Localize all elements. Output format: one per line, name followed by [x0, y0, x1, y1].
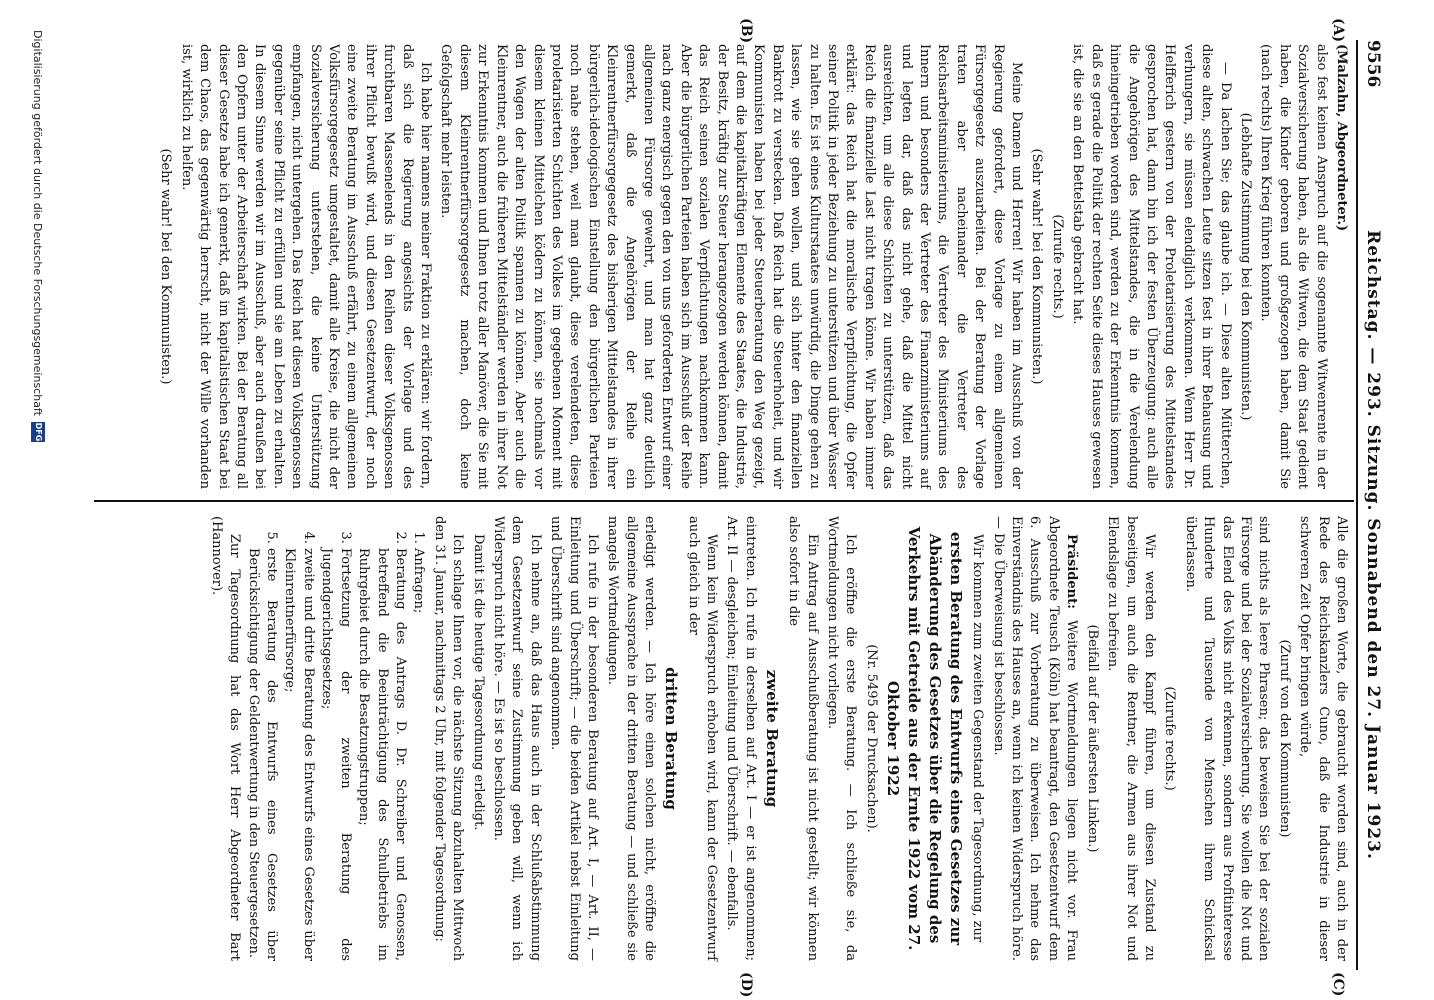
paragraph: eintreten. Ich rufe in derselben auf Art. I — er ist angenommen; Art. II — desgleichen; Einleitung und Überschrift. — ebenfalls.: [724, 516, 758, 961]
right-column: [204, 516, 1350, 961]
margin-mark-a: (A): [1330, 18, 1346, 43]
agenda-item: 4. zweite und dritte Beratung des Entwurfs eines Gesetzes über Kleinrentnerfürsorge;: [280, 548, 317, 961]
paragraph: Ich habe hier namens meiner Fraktion zu erklären: wir fordern, daß sich die Regierung angesichts der Vorlage und des furchtbaren Massenelends in den Reihen dieser Volksgenossen ihrer Pflicht bewußt wird, und diesen Gesetzentwurf, der noch eine zweite Beratung im Ausschuß erfährt, zu einem allgemeinen Volksfürsorgegesetz umgestaltet, damit alle Kreise, die nicht der Sozialversicherung unterstehen, die keine Unterstützung empfangen, nicht untergehen. Das Reich hat diesen Volksgenossen gegenüber seine Pflicht zu erfüllen und sie am Leben zu erhalten. In diesem Sinne werden wir im Ausschuß, aber auch draußen bei den Opfern unter der Arbeiterschaft wirken. Bei der Beratung all dieser Gesetze habe ich gemerkt, daß im kapitalistischen Staat bei dem Chaos, das gegenwärtig herrscht, nicht der Wille vorhanden ist, wirklich zu helfen.: [178, 44, 434, 489]
page-number: 9556: [1363, 40, 1383, 88]
agenda-list: [243, 516, 427, 961]
interjection: (Lebhafte Zustimmung bei den Kommunisten.): [1237, 112, 1253, 421]
margin-mark-c: (C): [1330, 972, 1346, 997]
paragraph: Ich nehme an, daß das Haus auch in der Schlußabstimmung dem Gesetzentwurf seine Zustimmung geben will, wenn ich Widerspruch nicht höre. — Es ist so beschlossen.: [490, 516, 543, 961]
credit-text: Digitalisierung gefördert durch die Deutsche Forschungsgemeinschaft: [31, 30, 45, 416]
interjection: (Zurufe rechts.): [1049, 214, 1065, 319]
margin-mark-b: (B): [738, 18, 754, 44]
margin-mark-d: (D): [738, 972, 754, 998]
left-column: [154, 44, 1350, 489]
heading-reference: (Nr. 5495 der Drucksachen).: [863, 644, 879, 833]
speaker-label: (Malzahn, Abgeordneter.): [1334, 44, 1349, 232]
paragraph: Ich schlage Ihnen vor, die nächste Sitzung abzuhalten Mittwoch den 31. Januar, nachmittags 2 Uhr, mit folgender Tagesordnung:: [431, 516, 466, 961]
agenda-heading: ersten Beratung des Entwurfs eines Gesetzes zur Abänderung des Gesetzes über die Regelung des Verkehrs mit Getreide aus der Ernte 1922 vom 27. Oktober 1922: [883, 526, 965, 951]
president-label: Präsident:: [1064, 534, 1080, 609]
interjection: (Sehr wahr! bei den Kommunisten.): [1029, 148, 1045, 385]
paragraph: Ich eröffne die erste Beratung. — Ich schließe sie, da Wortmeldungen nicht vorliegen.: [825, 516, 859, 961]
paragraph: Wenn kein Widerspruch erhoben wird, kann der Gesetzentwurf auch gleich in der: [685, 516, 720, 961]
paragraph: also fest keinen Anspruch auf die sogenannte Witwenrente in der Sozialversicherung haben, als die Witwen, die dem Staat gedient haben, die Kinder geboren und großgezogen haben, damit Sie (nach rechts) Ihren Krieg führen konnten.: [1258, 44, 1329, 489]
paragraph: Ein Antrag auf Ausschußberatung ist nicht gestellt; wir können also sofort in die: [786, 516, 820, 961]
paragraph: erledigt werden. — Ich höre einen solchen nicht, eröffne die allgemeine Aussprache in der dritten Beratung — und schließe sie mangels Wortmeldungen.: [605, 516, 658, 961]
paragraph: Damit ist die heutige Tagesordnung erledigt.: [470, 534, 486, 831]
interjection: (Zurufe rechts.): [1162, 686, 1178, 791]
page-header: [1360, 40, 1386, 970]
paragraph: Ich rufe in der besonderen Beratung auf Art. I, — Art. II, — Einleitung und Überschrift; — die beiden Artikel nebst Einleitung und Überschrift sind angenommen.: [548, 516, 600, 961]
page-title: Reichstag. — 293. Sitzung. Sonnabend den 27. Januar 1923.: [1363, 230, 1383, 860]
agenda-item: 2. Beratung des Antrags D. Dr. Schreiber und Genossen, betreffend die Beeinträchtigung des Schulbetriebs im Ruhrgebiet durch die Besatzungstruppen;: [354, 548, 409, 961]
agenda-item: 1. Anfragen;: [409, 548, 427, 961]
paragraph: Alle die großen Worte, die gebraucht worden sind, auch in der Rede des Reichskanzlers Cuno, daß die Industrie in dieser schweren Zeit Opfer bringen würde,: [1297, 516, 1349, 961]
section-heading: dritten Beratung: [662, 667, 681, 810]
header-rule: [1356, 40, 1358, 970]
digitization-credit: [28, 0, 48, 1000]
president-text: Weitere Wortmeldungen liegen nicht vor. Frau Abgeordnete Teusch (Köln) hat beantragt, den Gesetzentwurf dem 6. Ausschuß zur Vorberatung zu überweisen. Ich nehme das Einverständnis des Hauses an, wenn ich keinen Widerspruch höre. — Die Überweisung ist beschlossen.: [990, 516, 1080, 961]
paragraph: sind nichts als leere Phrasen; das beweisen Sie bei der sozialen Fürsorge und bei der Sozialversicherung. Sie wollen die Not und das Elend des Volks nicht erkennen, sondern aus Profitinteresse Hunderte und Tausende von Menschen ihrem Schicksal überlassen.: [1182, 516, 1272, 961]
interjection: (Beifall auf der äußersten Linken.): [1084, 624, 1100, 853]
dfg-logo: DFG: [31, 422, 45, 442]
paragraph: Wir kommen zum zweiten Gegenstand der Tagesordnung, zur: [970, 534, 986, 943]
president-paragraph: [988, 516, 1080, 961]
paragraph: Wir werden den Kampf führen, um diesen Zustand zu beseitigen, um auch die Rentner, die Armen aus ihrer Not und Elendslage zu befreien.: [1105, 516, 1157, 961]
section-heading: zweite Beratung: [762, 669, 781, 808]
column-divider: [94, 500, 1354, 502]
paragraph: — Da lachen Sie; das glaube ich. — Diese alten Mütterchen, diese alten, schwachen Leute sitzen fest in ihrer Behausung und verhungern, sie müssen elendiglich verkommen. Wenn Herr Dr. Helfferich gestern von der Proletarisierung des Mittelstandes gesprochen hat, dann bin ich der festen Überzeugung: auch alle die Angehörigen des Mittelstandes, die in die Verelendung hineingetrieben worden sind, werden zu der Erkenntnis kommen, daß es gerade die Politik der rechten Seite dieses Hauses gewesen ist, die sie an den Bettelstab gebracht hat.: [1070, 44, 1233, 489]
paragraph: Meine Damen und Herren! Wir haben im Ausschuß von der Regierung gefordert, diese Vorlage zu einem allgemeinen Fürsorgegesetz auszuarbeiten. Bei der Beratung der Vorlage traten aber nacheinander die Vertreter des Reichsarbeitsministeriums, die Vertreter des Ministeriums des Innern und besonders der Vertreter des Finanzministeriums auf und legten dar, daß das nicht gehe, daß die Mittel nicht ausreichten, um alle diese Schichten zu unterstützen, daß das Reich die finanzielle Last nicht tragen könne. Wir haben immer erklärt: das Reich hat die moralische Verpflichtung, die Opfer seiner Politik in jeder Beziehung zu unterstützen und über Wasser zu halten. Es ist eines Kulturstaates unwürdig, die Dinge gehen zu lassen, wie sie gehen wollen, und sich hinter den finanziellen Bankrott zu verstecken. Daß Reich hat die Steuerhoheit, und wir Kommunisten haben bei jeder Steuerberatung den Weg gezeigt, auf dem die kapitalkräftigen Elemente des Staates, die Industrie, der Besitz, kräftig zur Steuer herangezogen werden können, damit das Reich seinen sozialen Verpflichtungen nachkommen kann. Aber die bürgerlichen Parteien haben sich im Ausschuß der Reihe nach ganz energisch gegen den von uns geforderten Entwurf einer allgemeinen Fürsorge gewehrt, und man hat ganz deutlich gemerkt, daß die Angehörigen der Reihe ein Kleinrentnerfürsorgegesetz des bisherigen Mittelstandes in ihrer bürgerlich-ideologischen Einstellung den bürgerlichen Parteien noch nahe stehen, weil man glaubt, diese verelendeten, diese proletarisierten Schichten des Volkes im gegebenen Moment mit diesem kleinen Mittelchen ködern zu können, sie nochmals vor den Wagen der alten Politik spannen zu können. Aber auch die Kleinrentner, auch die früheren Mittelständler werden in ihrer Not zur Erkenntnis kommen und Ihnen trotz aller Manöver, die Sie mit diesem Kleinrentnerfürsorgegesetz machen, doch keine Gefolgschaft mehr leisten.: [438, 44, 1025, 489]
paragraph: Zur Tagesordnung hat das Wort Herr Abgeordneter Bart (Hannover).: [208, 516, 243, 961]
interjection: (Zuruf von den Kommunisten): [1276, 639, 1292, 838]
agenda-item: 5. erste Beratung des Entwurfs eines Gesetzes über Berücksichtigung der Geldentwertung in den Steuergesetzen.: [243, 548, 280, 961]
interjection: (Sehr wahr! bei den Kommunisten.): [158, 148, 174, 385]
agenda-item: 3. Fortsetzung der zweiten Beratung des Jugendgerichtsgesetzes;: [317, 548, 354, 961]
